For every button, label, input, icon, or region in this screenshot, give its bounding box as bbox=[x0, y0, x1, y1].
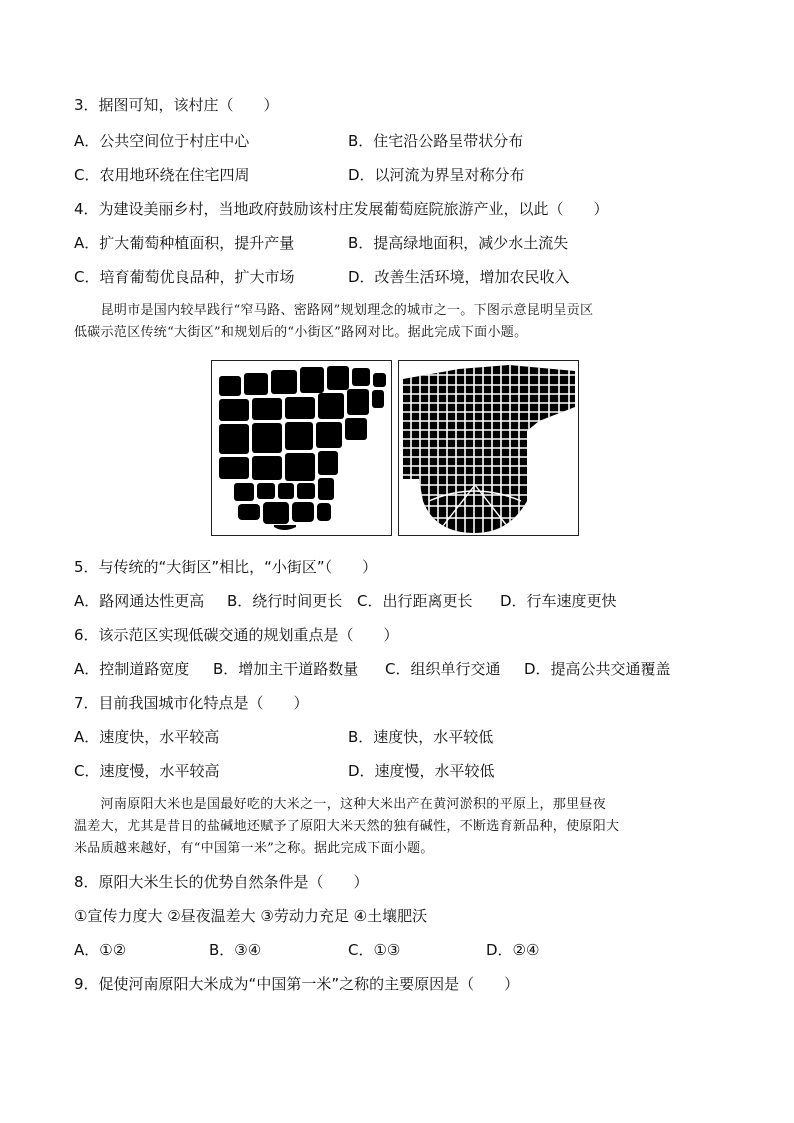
q4-option-a: A．扩大葡萄种植面积，提升产量 bbox=[74, 234, 295, 252]
q5-option-a: A．路网通达性更高 bbox=[74, 592, 205, 610]
large-block-street-map bbox=[211, 360, 392, 536]
q7-option-b: B．速度快，水平较低 bbox=[348, 728, 494, 746]
passage-kunming-line-1: 昆明市是国内较早践行“窄马路、密路网”规划理念的城市之一。下图示意昆明呈贡区 bbox=[74, 303, 594, 318]
large-block-map-svg bbox=[212, 361, 393, 537]
passage-kunming-line-2: 低碳示范区传统“大街区”和规划后的“小街区”路网对比。据此完成下面小题。 bbox=[74, 325, 528, 340]
small-block-map-svg bbox=[399, 361, 580, 537]
q6-option-c: C．组织单行交通 bbox=[385, 660, 501, 678]
q7-option-d: D．速度慢，水平较低 bbox=[348, 762, 495, 780]
passage-yuanyang-line-1: 河南原阳大米也是国最好吃的大米之一，这种大米出产在黄河淤积的平原上，那里昼夜 bbox=[74, 797, 607, 812]
q8-items: ①宣传力度大 ②昼夜温差大 ③劳动力充足 ④土壤肥沃 bbox=[74, 907, 428, 925]
q8-option-c: C．①③ bbox=[348, 941, 401, 959]
q6-option-a: A．控制道路宽度 bbox=[74, 660, 190, 678]
q4-option-c: C．培育葡萄优良品种，扩大市场 bbox=[74, 268, 295, 286]
q5-option-d: D．行车速度更快 bbox=[500, 592, 617, 610]
q8-option-a: A．①② bbox=[74, 941, 127, 959]
q3-option-a: A．公共空间位于村庄中心 bbox=[74, 132, 250, 150]
q3-stem: 3．据图可知，该村庄（ ） bbox=[74, 96, 279, 114]
q7-option-c: C．速度慢，水平较高 bbox=[74, 762, 220, 780]
small-block-street-map bbox=[398, 360, 579, 536]
q3-option-d: D．以河流为界呈对称分布 bbox=[348, 166, 525, 184]
q9-stem: 9．促使河南原阳大米成为“中国第一米”之称的主要原因是（ ） bbox=[74, 975, 520, 993]
q8-option-b: B．③④ bbox=[209, 941, 262, 959]
q4-option-b: B．提高绿地面积，减少水土流失 bbox=[348, 234, 569, 252]
q5-option-b: B．绕行时间更长 bbox=[227, 592, 343, 610]
q7-stem: 7．目前我国城市化特点是（ ） bbox=[74, 694, 309, 712]
q8-option-d: D．②④ bbox=[486, 941, 540, 959]
passage-kunming bbox=[74, 300, 724, 344]
passage-yuanyang-rice bbox=[74, 794, 724, 860]
q4-option-d: D．改善生活环境，增加农民收入 bbox=[348, 268, 570, 286]
q6-option-d: D．提高公共交通覆盖 bbox=[524, 660, 671, 678]
q5-option-c: C．出行距离更长 bbox=[357, 592, 473, 610]
q8-stem: 8．原阳大米生长的优势自然条件是（ ） bbox=[74, 873, 369, 891]
q7-option-a: A．速度快，水平较高 bbox=[74, 728, 220, 746]
q6-option-b: B．增加主干道路数量 bbox=[213, 660, 359, 678]
q6-stem: 6．该示范区实现低碳交通的规划重点是（ ） bbox=[74, 626, 399, 644]
q3-option-b: B．住宅沿公路呈带状分布 bbox=[348, 132, 524, 150]
q4-stem: 4．为建设美丽乡村，当地政府鼓励该村庄发展葡萄庭院旅游产业，以此（ ） bbox=[74, 200, 609, 218]
q3-option-c: C．农用地环绕在住宅四周 bbox=[74, 166, 250, 184]
passage-yuanyang-line-3: 米品质越来越好，有“中国第一米”之称。据此完成下面小题。 bbox=[74, 841, 434, 856]
passage-yuanyang-line-2: 温差大，尤其是昔日的盐碱地还赋予了原阳大米天然的独有碱性，不断选育新品种，使原阳大 bbox=[74, 819, 620, 834]
q5-stem: 5．与传统的“大街区”相比，“小街区”（ ） bbox=[74, 558, 378, 576]
